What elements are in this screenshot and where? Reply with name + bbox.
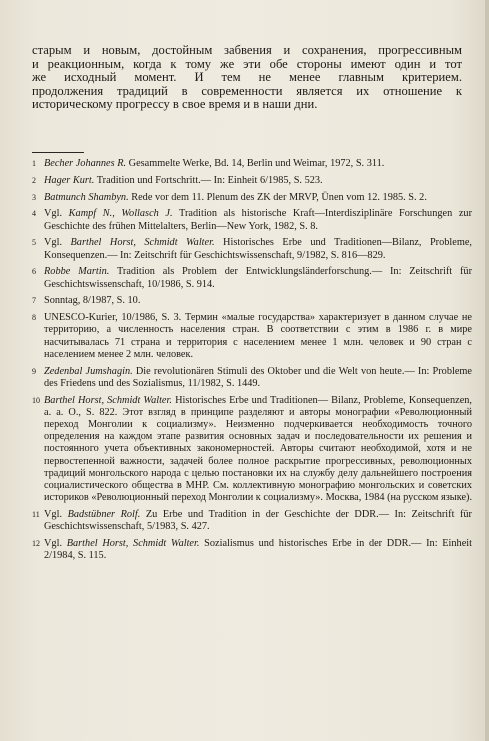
footnote-text: Zu Erbe und Tradition in der Geschichte der DDR.— In: Zeitschrift für Geschichtswissenschaft, 5/1983, S. 427. — [44, 509, 472, 533]
footnote-number: 7 — [32, 296, 36, 306]
footnote-text: Tradition als historische Kraft—Interdisziplinäre Forschungen zur Geschichte des frühen Mittelalters, Berlin—New York, 1982, S. 8. — [44, 208, 473, 232]
footnote-author: Hager Kurt. — [44, 174, 95, 186]
footnote-author: Barthel Horst, Schmidt Walter. — [66, 538, 200, 550]
body-line: и реакционным, когда к тому же эти обе стороны имеют один и тот — [32, 56, 462, 71]
footnote-prefix: Vgl. — [44, 208, 63, 220]
footnote-author: Zedenbal Jumshagin. — [44, 365, 133, 377]
body-line: старым и новым, достойным забвения и сохранения, прогрессивным — [32, 43, 462, 57]
footnote-prefix: Vgl. — [44, 538, 63, 550]
footnote-author: Kampf N., Wollasch J. — [68, 208, 173, 220]
footnotes-list — [32, 158, 472, 567]
footnote-author: Barthel Horst, Schmidt Walter. — [70, 237, 215, 249]
footnote-item — [32, 395, 472, 505]
footnote-number: 12 — [32, 539, 40, 549]
footnote-item — [32, 237, 472, 261]
footnote-author: Robbe Martin. — [44, 266, 110, 278]
footnote-prefix: Vgl. — [44, 237, 63, 249]
page-edge — [485, 0, 489, 741]
footnote-number: 3 — [32, 192, 36, 202]
footnote-number: 4 — [32, 209, 36, 219]
body-paragraph — [32, 44, 462, 112]
footnote-item — [32, 312, 472, 361]
body-line: продолжения традиций в современности является их отношение к — [32, 83, 462, 98]
footnote-text: UNESCO-Kurier, 10/1986, S. 3. Термин «малые государства» характеризует в данном случае не территорию, а численность населения стран. В соответствии с этим в 1986 г. в мире насчитывалась 71 страна и территория с населением менее 1 млн. человек и 90 стран с населением менее 2 млн. человек. — [44, 312, 472, 360]
footnote-item — [32, 192, 472, 204]
footnote-author: Badstübner Rolf. — [67, 509, 141, 521]
footnote-text: Sonntag, 8/1987, S. 10. — [44, 295, 141, 307]
footnote-number: 10 — [32, 395, 40, 405]
footnote-number: 9 — [32, 366, 36, 376]
footnote-item — [32, 366, 472, 390]
footnote-item — [32, 538, 472, 562]
footnote-text: Historisches Erbe und Traditionen—Bilanz, Probleme, Konsequenzen.— In: Zeitschrift für Geschichtswissenschaft, 9/1982, S. 816—829. — [44, 237, 472, 261]
footnote-number: 2 — [32, 175, 36, 185]
footnote-item — [32, 208, 472, 232]
footnote-number: 6 — [32, 267, 36, 277]
footnote-number: 8 — [32, 313, 36, 323]
footnote-text: Sozialismus und historisches Erbe in der DDR.— In: Einheit 2/1984, S. 115. — [44, 538, 472, 562]
footnote-number: 1 — [32, 159, 36, 168]
footnote-item — [32, 509, 472, 533]
footnote-number: 5 — [32, 238, 36, 248]
footnote-author: Becher Johannes R. — [44, 158, 127, 169]
footnote-item — [32, 175, 472, 187]
footnote-author: Batmunch Shambyn. — [44, 191, 129, 203]
body-line: же исходный момент. И тем не менее главным критерием. — [32, 70, 462, 85]
footnote-author: Barthel Horst, Schmidt Walter. — [44, 394, 172, 406]
footnote-text: Gesammelte Werke, Bd. 14, Berlin und Weimar, 1972, S. 311. — [128, 158, 385, 169]
body-line: историческому прогрессу в свое время и в наши дни. — [32, 97, 318, 112]
footnote-item — [32, 158, 472, 170]
footnote-text: Tradition und Fortschritt.— In: Einheit 6/1985, S. 523. — [96, 174, 323, 186]
footnote-text: Tradition als Problem der Entwicklungsländerforschung.— In: Zeitschrift für Geschichtswissenschaft, 10/1986, S. 914. — [44, 266, 472, 290]
footnote-item — [32, 266, 472, 290]
footnote-text: Rede vor dem 11. Plenum des ZK der MRVP, Ünen vom 12. 1985. S. 2. — [131, 191, 427, 203]
footnote-text: Historisches Erbe und Traditionen— Bilanz, Probleme, Konsequenzen, a. a. O., S. 822. Этот взгляд в принципе разделяют и авторы монографии «Революционный переход Монголии к социализму». Неизменно подчеркивается необходимость точного определения на каждом этапе развития основных задач и последовательности их решения и постоянного учета объективных закономерностей. Авторы считают необходимой, хотя и не первостепенной важности, задачей более полное раскрытие прогрессивных, революционных традиций монгольского народа с целью постановки их на службу делу дальнейшего построения социалистического общества в МНР. См. коллективную монографию монгольских и советских историков «Революционный переход Монголии к социализму». Москва, 1984 (на русском языке). — [44, 394, 473, 504]
footnote-item — [32, 295, 472, 307]
footnote-text: Die revolutionären Stimuli des Oktober und die Welt von heute.— In: Probleme des Friedens und des Sozialismus, 11/1982, S. 1449. — [44, 365, 472, 389]
footnote-separator — [32, 152, 84, 153]
footnote-prefix: Vgl. — [44, 509, 63, 521]
footnote-number: 11 — [32, 510, 40, 520]
